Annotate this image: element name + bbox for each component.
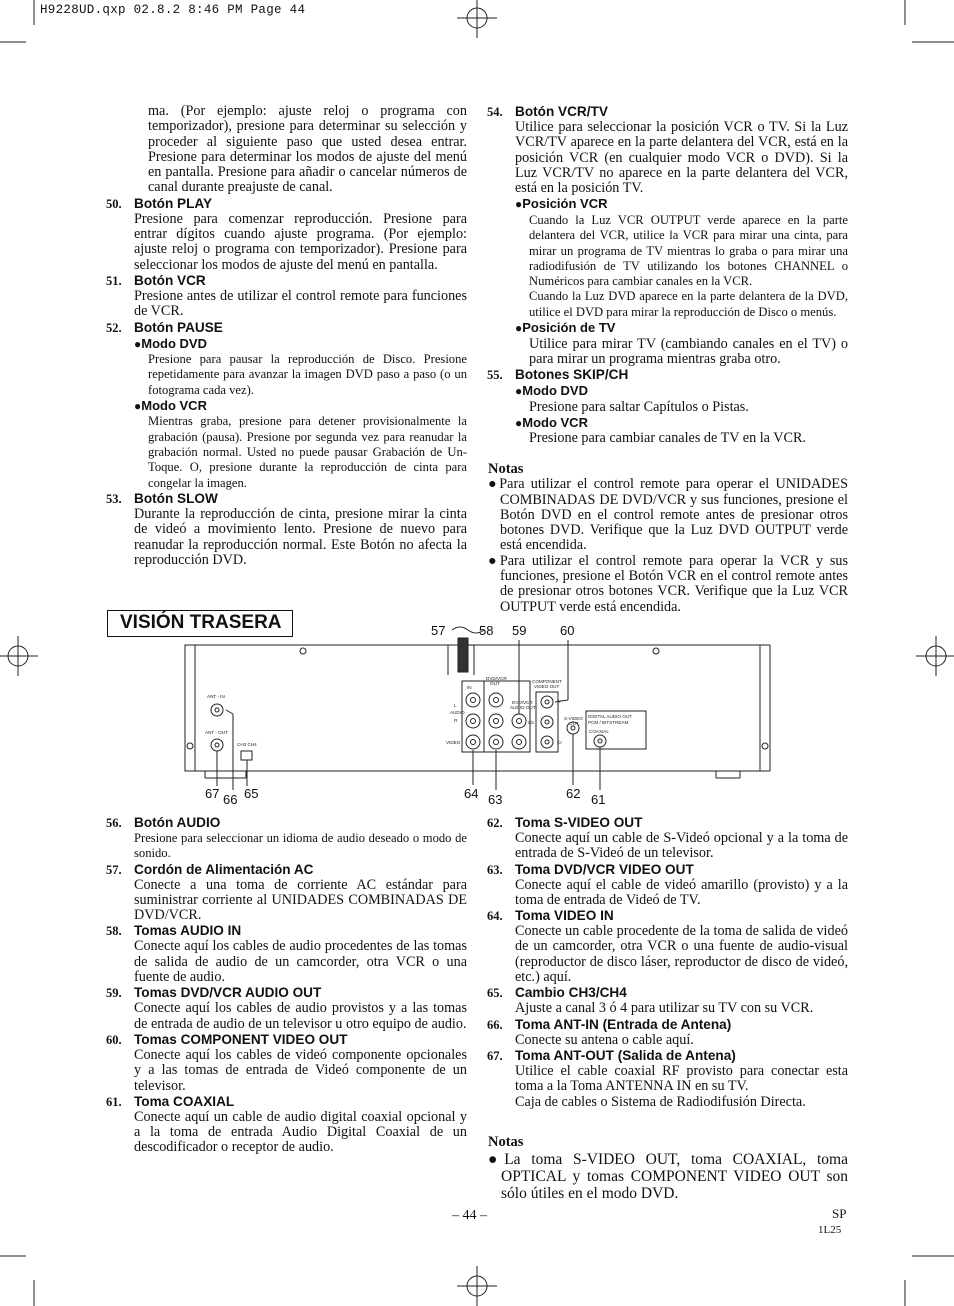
callout-62: 62 — [566, 786, 581, 801]
item-number: 54. — [487, 105, 503, 119]
label-ant-out: ANT - OUT — [205, 730, 228, 735]
component-y-jack — [541, 696, 553, 708]
item-number: 57. — [106, 862, 122, 877]
item-number: 53. — [106, 491, 122, 506]
item-text-2: Caja de cables o Sistema de Radiodifusión Directa. — [515, 1093, 806, 1110]
item-text: Presione para comenzar reproducción. Presione para entrar dígitos cuando ajuste programa. (Por ejemplo: ajuste reloj o programa con temporizador). Presione para seleccionar los modos de ajuste del menú en pantalla. — [134, 210, 467, 273]
label-svideo-out: OUT — [569, 721, 579, 726]
language-code: SP — [832, 1206, 847, 1221]
sub-text: Utilice para mirar TV (cambiando canales en el TV) o para mirar un programa mientras graba otro. — [529, 335, 848, 367]
item-59 — [106, 985, 467, 1032]
bullet-icon: ● — [488, 552, 500, 569]
callout-58: 58 — [479, 623, 494, 638]
item-number: 56. — [106, 816, 122, 830]
item-number: 55. — [487, 368, 503, 383]
callout-64: 64 — [464, 786, 479, 801]
subtitle: Modo DVD — [522, 383, 588, 399]
screw-icon — [187, 743, 193, 749]
right-column-bottom — [487, 815, 848, 1110]
callout-66: 66 — [223, 792, 238, 807]
file-header: H9228UD.qxp 02.8.2 8:46 PM Page 44 — [40, 3, 306, 17]
callout-61: 61 — [591, 792, 606, 807]
item-text: Durante la reproducción de cinta, presione mirar la cinta de videó a movimiento lento. Presione de nuevo para reanudar la reproducción normal. Este Botón no afecta la reproducción DVD. — [134, 505, 467, 568]
item-58 — [106, 923, 467, 986]
item-title: Cordón de Alimentación AC — [134, 861, 314, 877]
item-text: Conecte aquí un cable de S-Videó opcional y a la toma de entrada de S-Videó de un televisor. — [515, 830, 848, 862]
page-number: – 44 – — [452, 1208, 487, 1223]
ant-in-jack — [211, 704, 223, 716]
label-ant-in: ANT - IN — [207, 694, 225, 699]
item-67 — [487, 1047, 848, 1110]
item-57 — [106, 861, 467, 924]
item-text: Conecte aquí los cables de audio procedentes de las tomas de salida de audio de un camcorder, otra VCR o una fuente de audio. — [134, 938, 467, 986]
item-text: Conecte aquí un cable de audio digital coaxial opcional y a la toma de entrada Audio Digital Coaxial de un descodificador o receptor de audio. — [134, 1108, 467, 1156]
label-component: COMPONENT — [532, 679, 562, 684]
item-text: Ajuste a canal 3 ó 4 para utilizar su TV con su VCR. — [515, 1000, 814, 1017]
bullet-icon: ● — [515, 415, 523, 430]
item-title: Toma S-VIDEO OUT — [515, 815, 643, 830]
item-title: Tomas DVD/VCR AUDIO OUT — [134, 985, 322, 1001]
coaxial-jack — [594, 735, 606, 747]
item-title: Botones SKIP/CH — [515, 367, 629, 383]
label-dvdvcr-out: DVD/VCR — [486, 676, 507, 681]
model-code: 1L25 — [818, 1224, 842, 1236]
label-cr: Cr — [557, 740, 562, 745]
ant-out-jack — [211, 739, 223, 751]
item-number: 58. — [106, 924, 122, 939]
callout-59: 59 — [512, 623, 527, 638]
item-60 — [106, 1031, 467, 1094]
sub-text: Presione para cambiar canales de TV en la VCR. — [529, 430, 806, 447]
dvdvcr-audio-out-jack — [512, 735, 526, 749]
label-cb: Cb — [528, 720, 534, 725]
sub-text-2: Cuando la Luz DVD aparece en la parte delantera de la DVD, utilice el DVD para mirar la reproducción de Disco o menús. — [529, 289, 848, 319]
item-64 — [487, 908, 848, 986]
label-dvdvcr-audio: DVD/VCR — [512, 700, 533, 705]
note-text: La toma S-VIDEO OUT, toma COAXIAL, toma OPTICAL y tomas COMPONENT VIDEO OUT son sólo útiles en el modo DVD. — [501, 1151, 848, 1202]
left-column-bottom — [106, 815, 467, 1156]
video-in-jack — [466, 735, 480, 749]
bullet-icon: ● — [488, 1151, 505, 1168]
sub-text: Cuando la Luz VCR OUTPUT verde aparece en la parte delantera del VCR, utilice la VCR para mirar una cinta, para mirar un programa de TV mientras lo graba o para mirar una radiodifusión de TV utilizando los botones CHANNEL o Numéricos para cambiar canales en la VCR. — [529, 212, 848, 289]
bullet-icon: ● — [488, 476, 500, 493]
bullet-icon: ● — [515, 321, 523, 336]
item-number: 50. — [106, 196, 122, 211]
sub-text: Mientras graba, presione para detener provisionalmente la grabación (pausa). Presione por segunda vez para reanudar la grabación normal. Usted no puede pausar Grabación de Un-Toque. O, presione durante la reproducción de cinta para congelar la imagen. — [148, 414, 467, 490]
label-r: R — [454, 718, 458, 723]
label-video: VIDEO — [446, 740, 461, 745]
item-title: Tomas AUDIO IN — [134, 923, 242, 939]
item-title: Toma COAXIAL — [134, 1093, 235, 1109]
item-number: 51. — [106, 273, 122, 288]
item-text: Utilice para seleccionar la posición VCR o TV. Si la Luz VCR/TV aparece en la parte delantera del VCR, está en la posición VCR (en cualquier modo VCR o DVD). Si la Luz VCR/TV no aparece en la parte delantera del VCR, está en la posición TV. — [515, 119, 848, 197]
label-out: OUT — [490, 681, 500, 686]
item-text: Utilice el cable coaxial RF provisto para conectar esta toma a la Toma ANTENNA IN en su TV. — [515, 1062, 848, 1095]
item-number: 65. — [487, 986, 503, 1001]
audio-in-jack — [466, 693, 480, 707]
item-text: Conecte aquí los cables de audio provistos y a las tomas de entrada de audio de un televisor u otro equipo de audio. — [134, 1000, 467, 1032]
callout-60: 60 — [560, 623, 575, 638]
item-title: Toma DVD/VCR VIDEO OUT — [515, 861, 694, 877]
notes-title: Notas — [488, 1134, 524, 1150]
callout-63: 63 — [488, 792, 503, 807]
callout-67: 67 — [205, 786, 220, 801]
item-number: 64. — [487, 909, 503, 924]
item-title: Toma ANT-OUT (Salida de Antena) — [515, 1047, 736, 1063]
item-title: Botón VCR/TV — [515, 104, 608, 119]
audio-in-jack — [466, 714, 480, 728]
item-number: 66. — [487, 1017, 503, 1032]
label-y: Y — [558, 699, 562, 704]
item-number: 59. — [106, 986, 122, 1001]
bullet-icon: ● — [134, 398, 142, 413]
label-in: IN — [467, 685, 472, 690]
label-ch: CH3 CH4 — [237, 742, 257, 747]
item-number: 52. — [106, 320, 122, 335]
sub-text: Presione para pausar la reproducción de Disco. Presione repetidamente para avanzar la imagen DVD paso a paso (o un fotograma cada vez). — [148, 352, 467, 397]
power-cord — [458, 638, 468, 672]
label-coaxial: COAXIAL — [589, 729, 609, 734]
bullet-icon: ● — [134, 336, 142, 351]
label-digital: DIGITAL AUDIO OUT — [588, 714, 632, 719]
component-cr-jack — [541, 736, 553, 748]
notes-bottom — [488, 1128, 848, 1202]
component-cb-jack — [541, 716, 553, 728]
item-title: Botón AUDIO — [134, 815, 221, 830]
subtitle: Modo VCR — [141, 397, 207, 413]
subtitle: Modo VCR — [522, 414, 588, 430]
bullet-icon: ● — [515, 197, 523, 212]
item-title: Toma ANT-IN (Entrada de Antena) — [515, 1016, 732, 1032]
item-number: 63. — [487, 862, 503, 877]
subtitle: Posición VCR — [522, 196, 608, 212]
item-title: Tomas COMPONENT VIDEO OUT — [134, 1031, 348, 1047]
item-text: Presione antes de utilizar el control remote para funciones de VCR. — [134, 287, 467, 320]
sub-text: Presione para saltar Capítulos o Pistas. — [529, 398, 749, 415]
item-title: Cambio CH3/CH4 — [515, 985, 627, 1001]
bullet-icon: ● — [515, 384, 523, 399]
item-title: Botón PLAY — [134, 195, 213, 211]
label-audio-out: AUDIO OUT — [510, 705, 536, 710]
screw-icon — [762, 743, 768, 749]
item-text: Conecte aquí el cable de videó amarillo (provisto) y a la toma de entrada de Videó de TV. — [515, 876, 848, 908]
ch-switch — [241, 751, 252, 760]
item-61 — [106, 1093, 467, 1156]
note-text: Para utilizar el control remote para operar la VCR y sus funciones, presione el Botón VCR en el control remote antes de presionar otros botones VCR. Verifique que la Luz VCR OUTPUT verde está encendida. — [499, 552, 848, 615]
item-text: Conecte un cable procedente de la toma de salida de videó de un camcorder, otra VCR o una fuente de audio-visual (reproductor de disco láser, reproductor de disco de videó, etc.) aquí. — [515, 923, 848, 986]
dvdvcr-video-out-jack — [489, 735, 503, 749]
notes-title: Notas — [488, 461, 524, 477]
item-text: Conecte su antena o cable aquí. — [515, 1031, 694, 1048]
item-title: Toma VIDEO IN — [515, 908, 614, 924]
screw-icon — [300, 648, 306, 654]
callout-65: 65 — [244, 786, 259, 801]
item-title: Botón SLOW — [134, 490, 218, 506]
item-number: 61. — [106, 1094, 122, 1109]
note-text: Para utilizar el control remote para operar el UNIDADES COMBINADAS DE DVD/VCR y sus funciones, presione el Botón DVD en el control remote antes de presionar otros botones DVD. Verifique que la Luz DVD OUTPUT verde está encendida. — [499, 476, 848, 554]
section-title: VISIÓN TRASERA — [107, 610, 293, 637]
item-title: Botón PAUSE — [134, 319, 223, 335]
item-56 — [106, 815, 467, 862]
label-l: L — [454, 703, 457, 708]
dvdvcr-audio-out-jack — [512, 714, 526, 728]
intro-paragraph: ma. (Por ejemplo: ajuste reloj o programa con temporizador), presione para determinar su selección y proceder al siguiente paso que usted desea entrar. Presione para determinar los modos de ajuste del menú en pantalla. Presione para añadir o cancelar números de canal durante preajuste de canal. — [148, 103, 467, 196]
item-number: 67. — [487, 1048, 503, 1063]
label-audio: AUDIO — [450, 710, 465, 715]
item-62 — [487, 815, 848, 862]
item-66 — [487, 1016, 848, 1048]
subtitle: Posición de TV — [522, 320, 616, 336]
item-text: Presione para seleccionar un idioma de audio deseado o modo de sonido. — [134, 831, 467, 861]
label-video-out: VIDEO OUT — [534, 684, 560, 689]
screw-icon — [653, 648, 659, 654]
item-title: Botón VCR — [134, 272, 206, 288]
item-text: Conecte a una toma de corriente AC estándar para suministrar corriente al UNIDADES COMBINADAS DE DVD/VCR. — [134, 876, 467, 924]
subtitle: Modo DVD — [141, 335, 207, 351]
callout-57: 57 — [431, 623, 446, 638]
item-63 — [487, 861, 848, 909]
item-number: 62. — [487, 816, 503, 830]
item-number: 60. — [106, 1032, 122, 1047]
label-pcm: PCM / BITSTREAM — [588, 720, 629, 725]
label-svideo: S-VIDEO — [564, 716, 583, 721]
item-65 — [487, 985, 848, 1017]
item-text: Conecte aquí los cables de videó componente opcionales y a las tomas de entrada de Videó componente de un televisor. — [134, 1046, 467, 1094]
